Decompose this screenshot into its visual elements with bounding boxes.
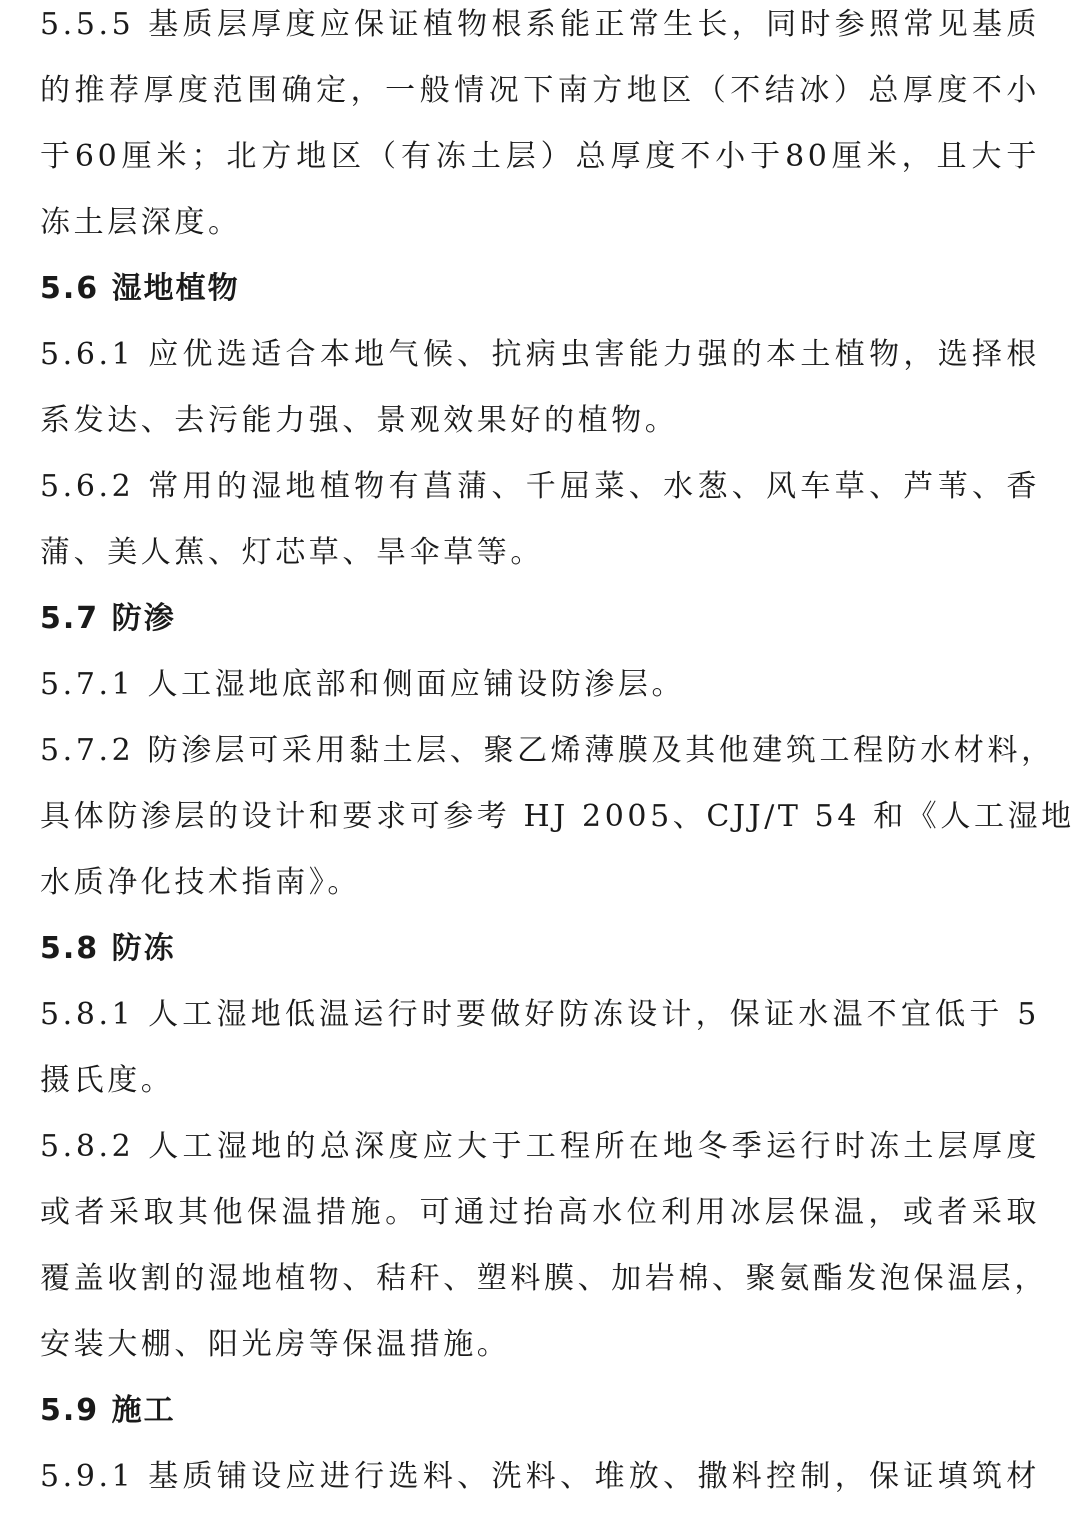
clause-5-5-5-line-3: 于60厘米；北方地区（有冻土层）总厚度不小于80厘米，且大于 (40, 139, 1040, 174)
clause-5-8-2-line-2: 或者采取其他保温措施。可通过抬高水位利用冰层保温，或者采取 (40, 1195, 1040, 1230)
clause-5-8-1-line-2: 摄氏度。 (40, 1063, 175, 1098)
clause-5-6-1-line-1: 5.6.1 应优选适合本地气候、抗病虫害能力强的本土植物，选择根 (40, 337, 1040, 372)
clause-5-8-1-line-1: 5.8.1 人工湿地低温运行时要做好防冻设计，保证水温不宜低于 5 (40, 997, 1040, 1032)
clause-5-8-2-line-4: 安装大棚、阳光房等保温措施。 (40, 1327, 511, 1362)
section-heading-5-9: 5.9 施工 (40, 1393, 176, 1428)
section-heading-5-7: 5.7 防渗 (40, 601, 176, 636)
clause-5-5-5-line-4: 冻土层深度。 (40, 205, 242, 240)
clause-5-7-2-line-2: 具体防渗层的设计和要求可参考 HJ 2005、CJJ/T 54 和《人工湿地 (40, 799, 1075, 834)
section-heading-5-6: 5.6 湿地植物 (40, 271, 240, 306)
clause-5-9-1-line-1: 5.9.1 基质铺设应进行选料、洗料、堆放、撒料控制，保证填筑材 (40, 1459, 1040, 1494)
clause-5-5-5-line-2: 的推荐厚度范围确定，一般情况下南方地区（不结冰）总厚度不小 (40, 73, 1040, 108)
clause-5-6-1-line-2: 系发达、去污能力强、景观效果好的植物。 (40, 403, 679, 438)
clause-5-7-2-line-3: 水质净化技术指南》。 (40, 865, 361, 900)
clause-5-6-2-line-1: 5.6.2 常用的湿地植物有菖蒲、千屈菜、水葱、风车草、芦苇、香 (40, 469, 1040, 504)
clause-5-8-2-line-1: 5.8.2 人工湿地的总深度应大于工程所在地冬季运行时冻土层厚度 (40, 1129, 1040, 1164)
clause-5-7-1-line-1: 5.7.1 人工湿地底部和侧面应铺设防渗层。 (40, 667, 686, 702)
clause-5-8-2-line-3: 覆盖收割的湿地植物、秸秆、塑料膜、加岩棉、聚氨酯发泡保温层， (40, 1261, 1048, 1296)
clause-5-5-5-line-1: 5.5.5 基质层厚度应保证植物根系能正常生长，同时参照常见基质 (40, 7, 1040, 42)
document-page (40, 0, 1075, 1526)
section-heading-5-8: 5.8 防冻 (40, 931, 176, 966)
clause-5-6-2-line-2: 蒲、美人蕉、灯芯草、旱伞草等。 (40, 535, 544, 570)
clause-5-7-2-line-1: 5.7.2 防渗层可采用黏土层、聚乙烯薄膜及其他建筑工程防水材料， (40, 733, 1055, 768)
